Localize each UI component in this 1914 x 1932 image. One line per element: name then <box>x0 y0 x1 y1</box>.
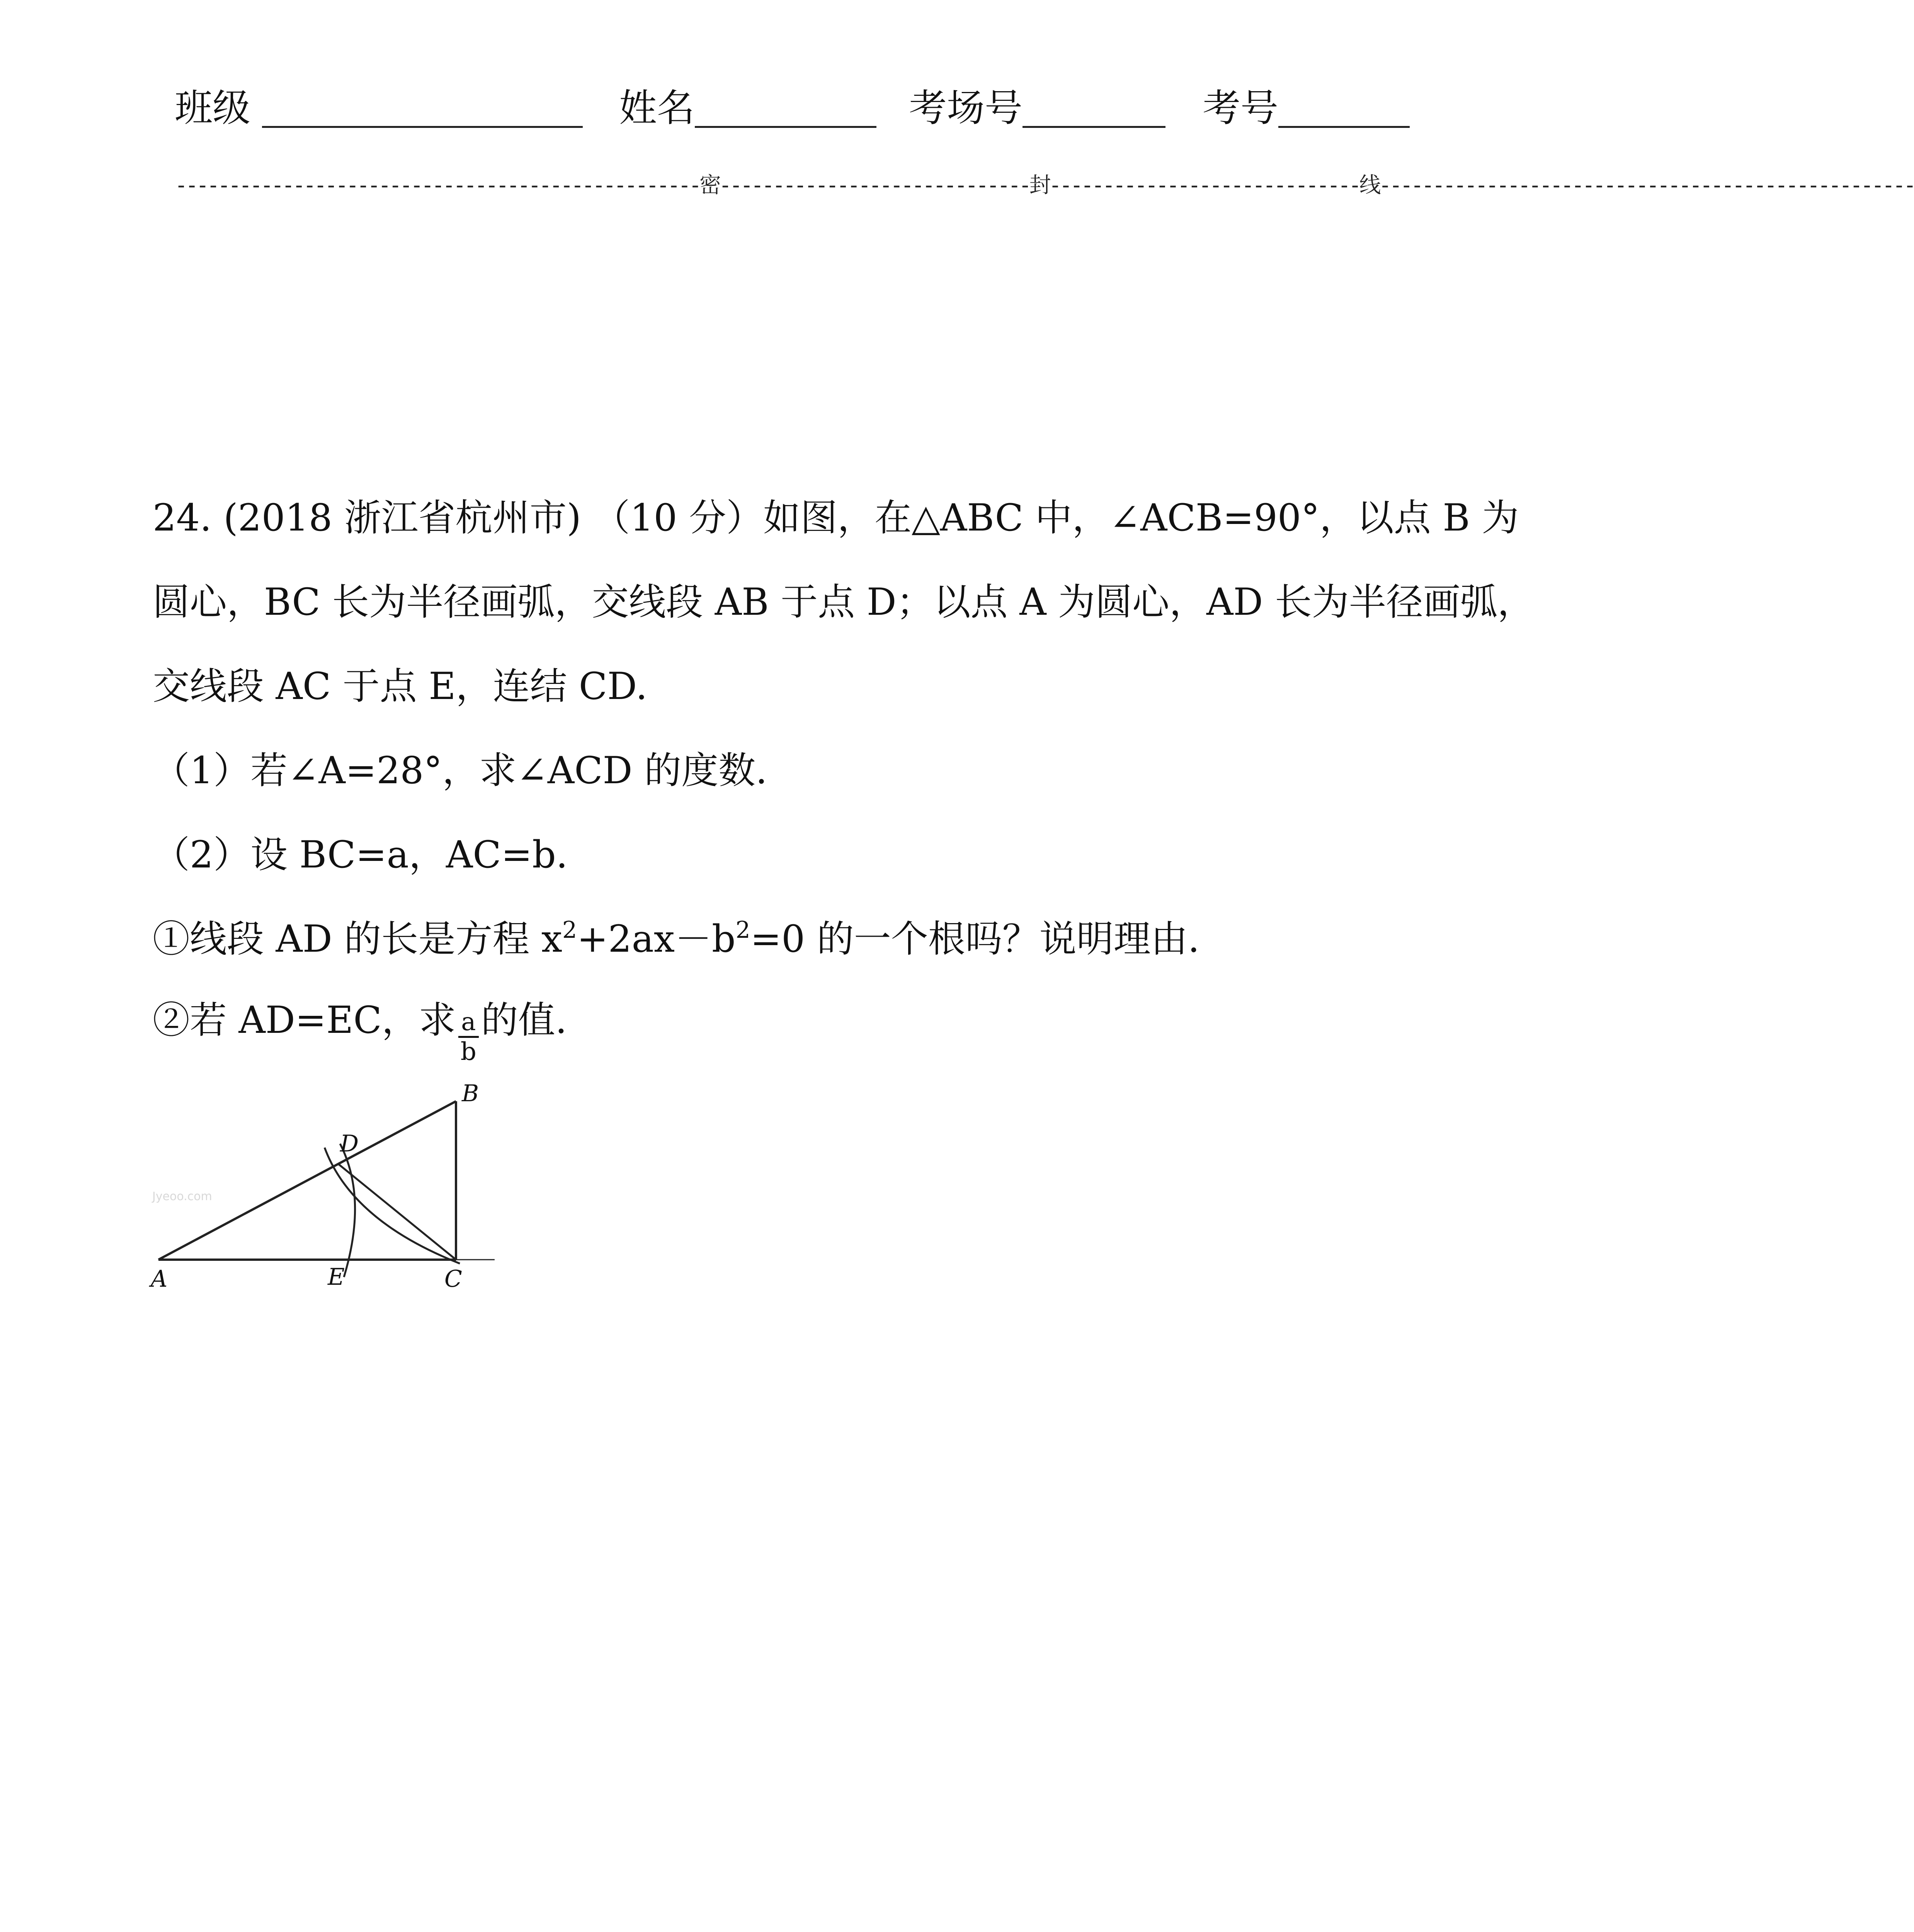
exam-number-label: 考号 <box>1203 86 1279 130</box>
fraction-denominator: b <box>460 1037 476 1066</box>
question-part-2: （2）设 BC=a，AC=b. <box>153 833 568 876</box>
question-line-1: 24. (2018 浙江省杭州市) （10 分）如图，在△ABC 中，∠ACB=90°，以点 B 为 <box>153 496 1519 539</box>
fraction-numerator: a <box>458 1008 479 1038</box>
name-label: 姓名 <box>619 86 695 130</box>
fraction-a-over-b <box>458 1008 479 1066</box>
label-c: C <box>444 1265 462 1293</box>
seal-line: -------------------------------------------------密-----------------------------封-----------------------------线-------------------------------------------------- <box>175 173 1914 198</box>
student-info-header <box>175 77 1450 139</box>
figure-watermark: Jyeoo.com <box>152 1190 212 1203</box>
sub2-text-b: 的值. <box>481 998 567 1042</box>
sub1-exponent-1: 2 <box>562 917 577 944</box>
sub1-text-a: ①线段 AD 的长是方程 x <box>153 917 562 961</box>
exam-number-field <box>1203 77 1410 139</box>
question-part-1: （1）若∠A=28°，求∠ACD 的度数. <box>153 749 767 792</box>
sub1-text-c: =0 的一个根吗？说明理由. <box>750 917 1200 961</box>
sub1-text-b: +2ax－b <box>577 917 736 961</box>
room-blank <box>1023 77 1165 128</box>
name-field <box>619 77 876 139</box>
question-sub-2 <box>153 993 567 1066</box>
class-label: 班级 <box>175 86 251 130</box>
arc-centered-a <box>340 1144 355 1277</box>
question-line-2: 圆心，BC 长为半径画弧，交线段 AB 于点 D；以点 A 为圆心，AD 长为半径画弧， <box>153 580 1535 624</box>
label-a: A <box>151 1265 168 1293</box>
segment-ab <box>158 1101 456 1260</box>
triangle-figure <box>143 1074 514 1291</box>
class-blank <box>262 77 583 128</box>
label-d: D <box>340 1130 359 1157</box>
exam-number-blank <box>1278 77 1410 128</box>
sub1-exponent-2: 2 <box>735 917 750 944</box>
name-blank <box>695 77 876 128</box>
room-field <box>909 77 1165 139</box>
question-sub-1 <box>153 912 1199 966</box>
label-b: B <box>462 1080 479 1107</box>
class-field <box>175 77 583 139</box>
sub2-text-a: ②若 AD=EC，求 <box>153 998 456 1042</box>
label-e: E <box>328 1264 345 1291</box>
question-line-3: 交线段 AC 于点 E，连结 CD. <box>153 665 648 708</box>
room-label: 考场号 <box>909 86 1023 130</box>
